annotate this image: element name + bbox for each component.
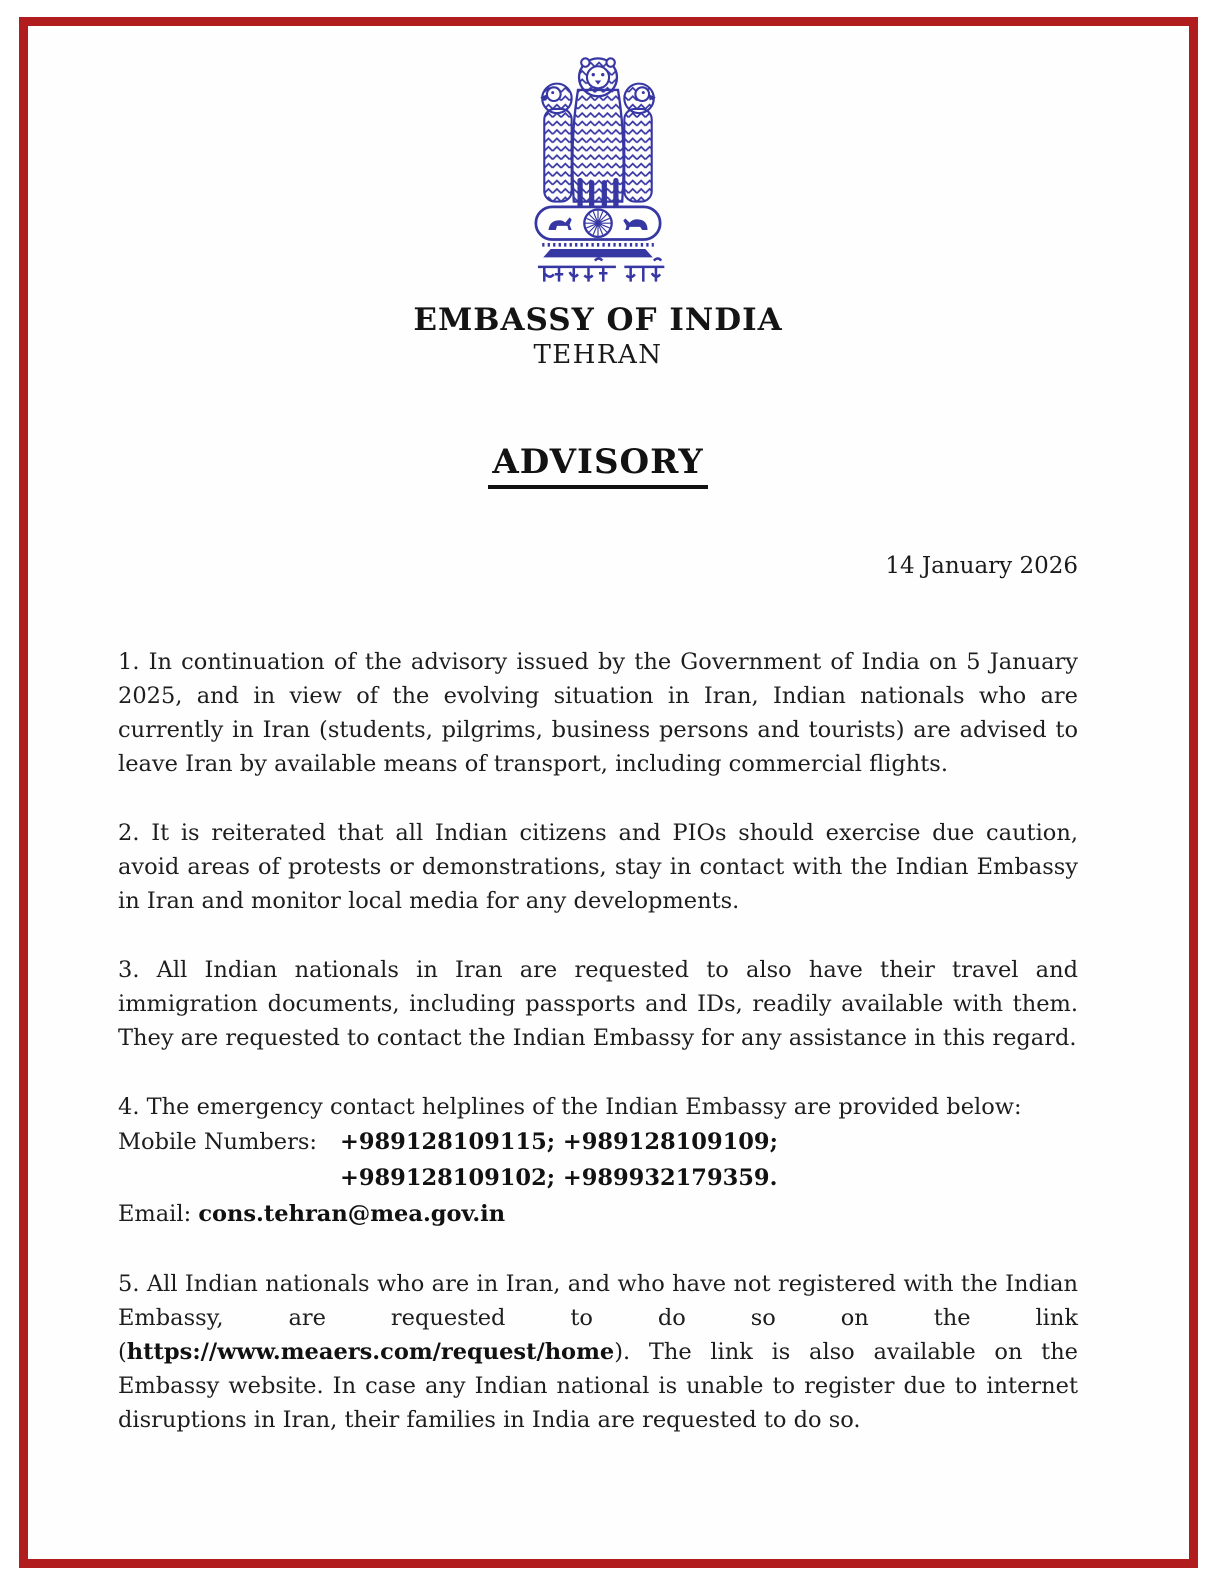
- org-location: TEHRAN: [533, 340, 663, 370]
- paragraph-5: [118, 1267, 1078, 1437]
- para5-text-after-link: ). The link is also available on the Embassy website. In case any Indian national is unable to register due to internet disruptions in Iran, their families in India are requested to do so.: [118, 1339, 1078, 1434]
- email-line: [118, 1196, 1078, 1232]
- email-label: Email:: [118, 1201, 192, 1228]
- paragraph-1: 1. In continuation of the advisory issued by the Government of India on 5 January 2025, and in view of the evolving situation in Iran, Indian nationals who are currently in Iran (students, pilgrims, business persons and tourists) are advised to leave Iran by available means of transport, including commercial flights.: [118, 649, 1078, 778]
- email-value: cons.tehran@mea.gov.in: [198, 1201, 506, 1228]
- paragraph-2: 2. It is reiterated that all Indian citizens and PIOs should exercise due caution, avoid areas of protests or demonstrations, stay in contact with the Indian Embassy in Iran and monitor local media for any developments.: [118, 820, 1078, 915]
- mobile-numbers-label: Mobile Numbers:: [118, 1129, 317, 1156]
- mobile-numbers-line-1: +989128109115; +989128109109;: [340, 1129, 778, 1156]
- devanagari-motto-glyphs: [538, 258, 664, 281]
- registration-link: https://www.meaers.com/request/home: [126, 1339, 615, 1366]
- helplines-intro: 4. The emergency contact helplines of the Indian Embassy are provided below:: [118, 1094, 1022, 1121]
- org-name: EMBASSY OF INDIA: [413, 302, 783, 338]
- para5-text-before-link: 5. All Indian nationals who are in Iran, and who have not registered with the Indian Embassy, are requested to do so on the link (: [118, 1271, 1078, 1366]
- document-page: [19, 17, 1198, 1568]
- emblem-motto: [677, 52, 678, 53]
- lion-capital-emblem-graphic: [519, 52, 677, 288]
- mobile-numbers-spacer: [118, 1160, 340, 1196]
- document-header: [118, 52, 1078, 579]
- mobile-numbers-line-2: +989128109102; +989932179359.: [340, 1165, 778, 1192]
- doc-title: ADVISORY: [488, 442, 707, 489]
- india-national-emblem: [118, 52, 1078, 292]
- paragraph-4: [118, 1090, 1078, 1232]
- doc-date: 14 January 2026: [885, 553, 1078, 580]
- document-body: [118, 645, 1078, 1437]
- paragraph-3: 3. All Indian nationals in Iran are requested to also have their travel and immigration documents, including passports and IDs, readily available with them. They are requested to contact the Indian Embassy for any assistance in this regard.: [118, 957, 1078, 1052]
- mobile-numbers-block: [118, 1124, 1078, 1196]
